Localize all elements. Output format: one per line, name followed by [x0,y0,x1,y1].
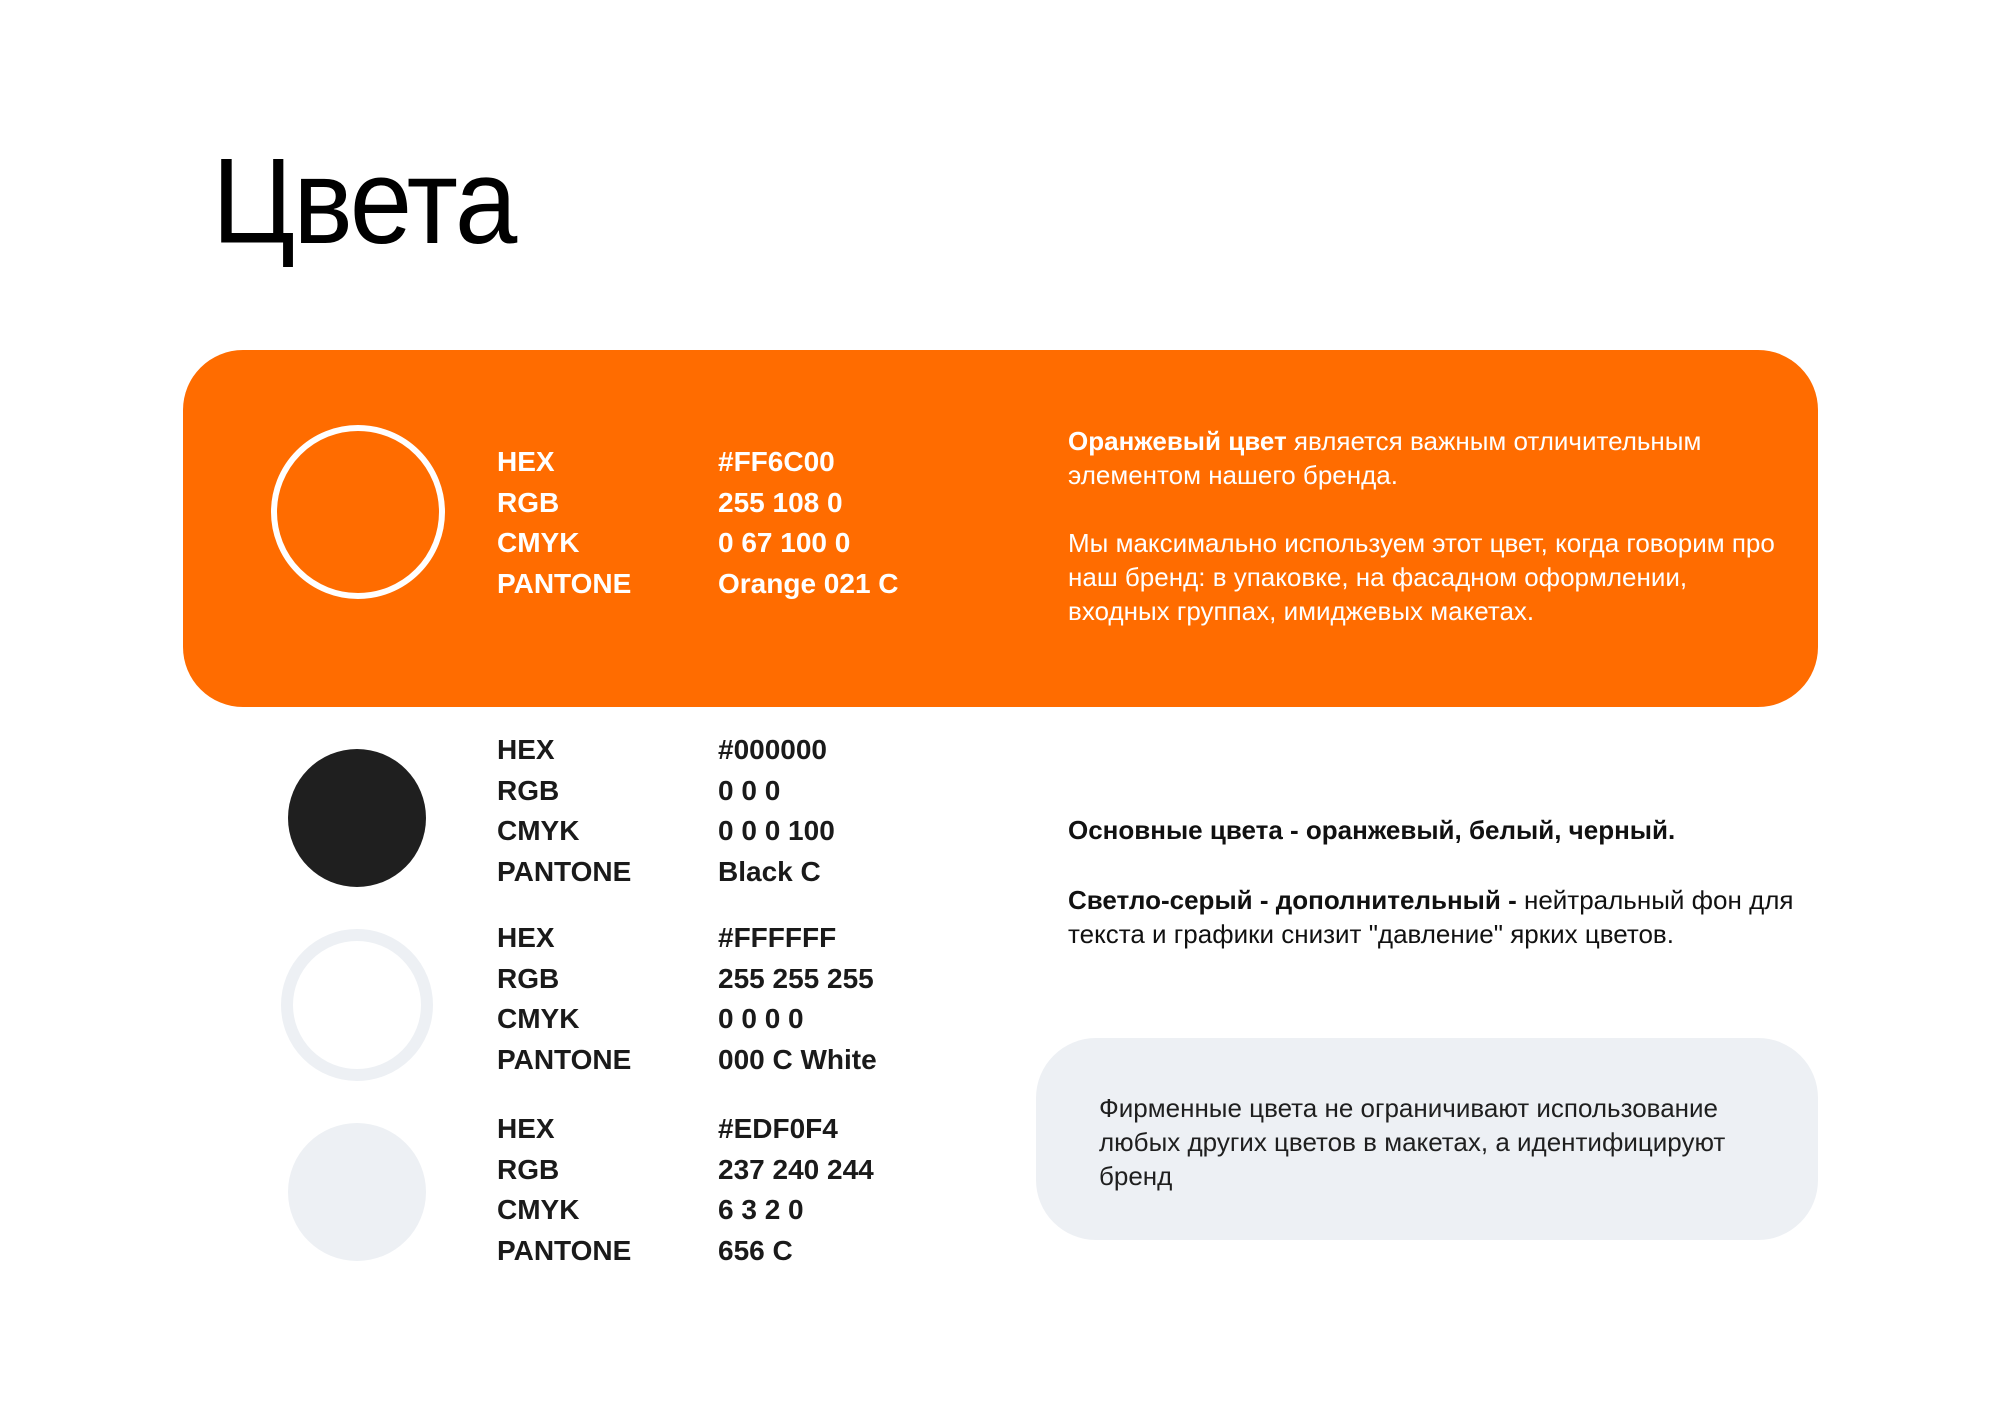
spec-label: CMYK [497,1194,580,1225]
spec-value: #EDF0F4 [718,1113,838,1144]
light-gray-spec-table [497,1109,874,1271]
spec-label: HEX [497,922,555,953]
note-text: Фирменные цвета не ограничивают использование любых других цветов в макетах, а идентифицируют бренд [1099,1093,1726,1191]
main-colors-text [1068,813,1808,847]
orange-description-rest: является важным отличительным элементом нашего бренда. [1068,426,1702,490]
orange-description-para2: Мы максимально используем этот цвет, когда говорим про наш бренд: в упаковке, на фасадном оформлении, входных группах, имиджевых макетах. [1068,528,1775,626]
spec-value: Orange 021 C [718,567,899,599]
spec-label: RGB [497,486,560,518]
spec-value: 0 67 100 0 [718,527,851,558]
spec-label: RGB [497,1153,560,1185]
light-gray-swatch [288,1123,426,1261]
orange-description [1068,424,1788,628]
spec-label: CMYK [497,815,580,846]
spec-value: 0 0 0 0 [718,1003,804,1034]
spec-label: CMYK [497,527,580,558]
main-colors-bold: Основные цвета - оранжевый, белый, черный. [1068,815,1676,845]
white-spec-table [497,918,877,1080]
white-swatch-ring [281,929,433,1081]
spec-value: 0 0 0 [718,774,781,806]
spec-value: 000 C White [718,1043,877,1075]
spec-label: HEX [497,734,555,765]
orange-description-bold: Оранжевый цвет [1068,426,1287,456]
spec-value: 237 240 244 [718,1153,874,1185]
spec-value: #FFFFFF [718,922,837,953]
spec-value: 255 108 0 [718,486,843,518]
black-swatch [288,749,426,887]
spec-label: PANTONE [497,855,632,887]
secondary-color-rest: нейтральный фон для текста и графики снизит "давление" ярких цветов. [1068,885,1794,949]
orange-spec-table [497,442,899,604]
spec-value: Black C [718,855,821,887]
spec-value: 656 C [718,1234,793,1266]
spec-value: 255 255 255 [718,962,874,994]
spec-label: PANTONE [497,1234,632,1266]
secondary-color-text [1068,883,1798,951]
secondary-color-bold: Светло-серый - дополнительный - [1068,885,1517,915]
spec-value: #000000 [718,734,828,765]
spec-label: CMYK [497,1003,580,1034]
spec-label: HEX [497,1113,555,1144]
spec-label: PANTONE [497,567,632,599]
spec-value: 6 3 2 0 [718,1194,804,1225]
page-title: Цвета [212,133,516,269]
spec-label: PANTONE [497,1043,632,1075]
spec-value: 0 0 0 100 [718,815,835,846]
black-spec-table [497,730,835,892]
spec-label: HEX [497,446,555,477]
spec-value: #FF6C00 [718,446,835,477]
orange-swatch-ring [271,425,445,599]
spec-label: RGB [497,774,560,806]
spec-label: RGB [497,962,560,994]
